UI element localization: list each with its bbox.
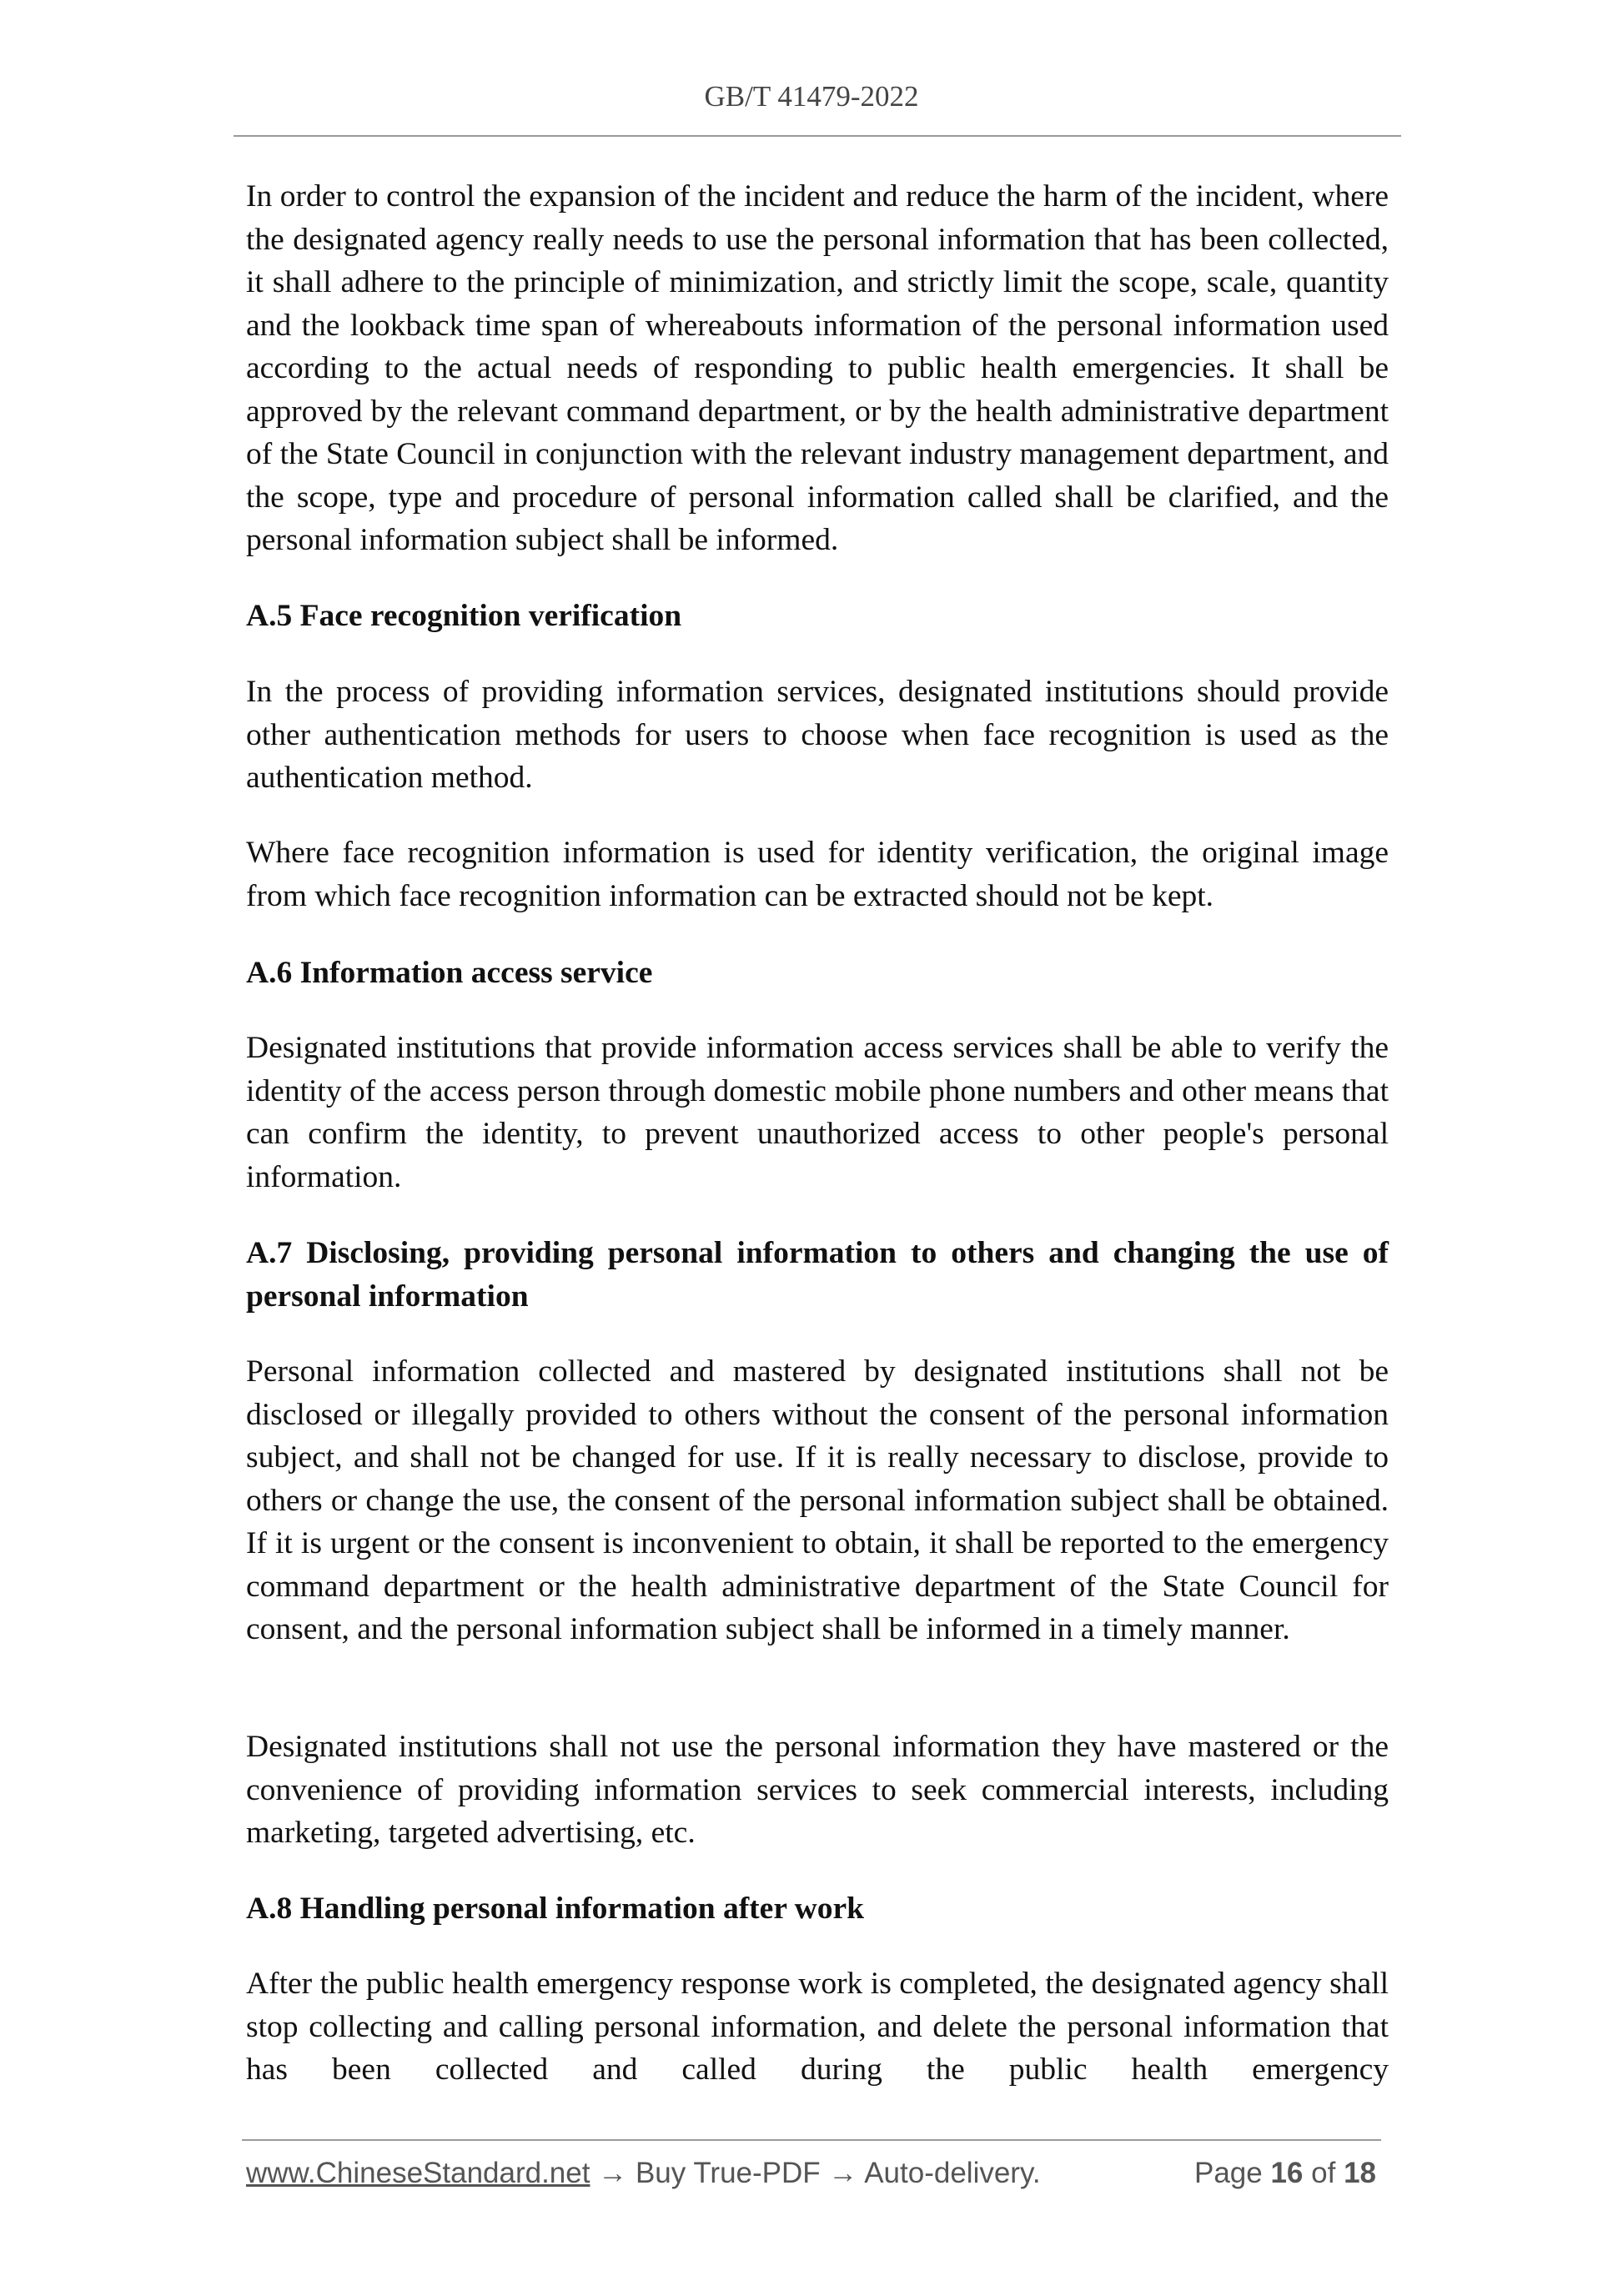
section-heading-a7: A.7 Disclosing, providing personal information to others and changing the use of personal information xyxy=(246,1236,1389,1314)
arrow-icon: → xyxy=(598,2157,628,2189)
page-indicator xyxy=(1194,2157,1376,2190)
paragraph: In order to control the expansion of the incident and reduce the harm of the incident, where the designated agency really needs to use the personal information that has been collected, it shall adhere to the principle of minimization, and strictly limit the scope, scale, quantity and the lookback time span of whereabouts information of the personal information used according to the actual needs of responding to public health emergencies. It shall be approved by the relevant command department, or by the health administrative department of the State Council in conjunction with the relevant industry management department, and the scope, type and procedure of personal information called shall be clarified, and the personal information subject shall be informed. xyxy=(246,179,1389,557)
footer xyxy=(246,2157,1389,2190)
of-label: of xyxy=(1311,2157,1336,2189)
section-heading-a8: A.8 Handling personal information after work xyxy=(246,1892,864,1926)
section-heading-a6: A.6 Information access service xyxy=(246,956,653,990)
paragraph: After the public health emergency response work is completed, the designated agency shall stop collecting and calling personal information, and delete the personal information that has been collected and called during the public health emergency xyxy=(246,1967,1389,2087)
delivery-text: Auto-delivery. xyxy=(864,2157,1041,2189)
section-heading-a5: A.5 Face recognition verification xyxy=(246,599,682,633)
page-current: 16 xyxy=(1270,2157,1304,2189)
document-standard-number: GB/T 41479-2022 xyxy=(704,80,919,113)
paragraph: In the process of providing information services, designated institutions should provide other authentication methods for users to choose when face recognition is used as the authentication method. xyxy=(246,675,1389,795)
paragraph: Where face recognition information is used for identity verification, the original image from which face recognition information can be extracted should not be kept. xyxy=(246,836,1389,913)
header-divider xyxy=(234,135,1401,137)
buy-text: Buy True-PDF xyxy=(635,2157,821,2189)
paragraph: Designated institutions that provide information access services shall be able to verify the identity of the access person through domestic mobile phone numbers and other means that can confirm the identity, to prevent unauthorized access to other people's personal information. xyxy=(246,1031,1389,1194)
paragraph: Personal information collected and mastered by designated institutions shall not be disclosed or illegally provided to others without the consent of the personal information subject, and shall not be changed for use. If it is really necessary to disclose, provide to others or change the use, the consent of the personal information subject shall be obtained. If it is urgent or the consent is inconvenient to obtain, it shall be reported to the emergency command department or the health administrative department of the State Council for consent, and the personal information subject shall be informed in a timely manner. xyxy=(246,1354,1389,1646)
page-label: Page xyxy=(1193,2157,1263,2189)
page-total: 18 xyxy=(1344,2157,1376,2189)
arrow-icon: → xyxy=(828,2157,858,2189)
paragraph: Designated institutions shall not use the personal information they have mastered or the convenience of providing information services to seek commercial interests, including marketing, targeted advertising, etc. xyxy=(246,1730,1389,1850)
website-link[interactable]: www.ChineseStandard.net xyxy=(246,2157,590,2189)
footer-divider xyxy=(242,2139,1381,2141)
